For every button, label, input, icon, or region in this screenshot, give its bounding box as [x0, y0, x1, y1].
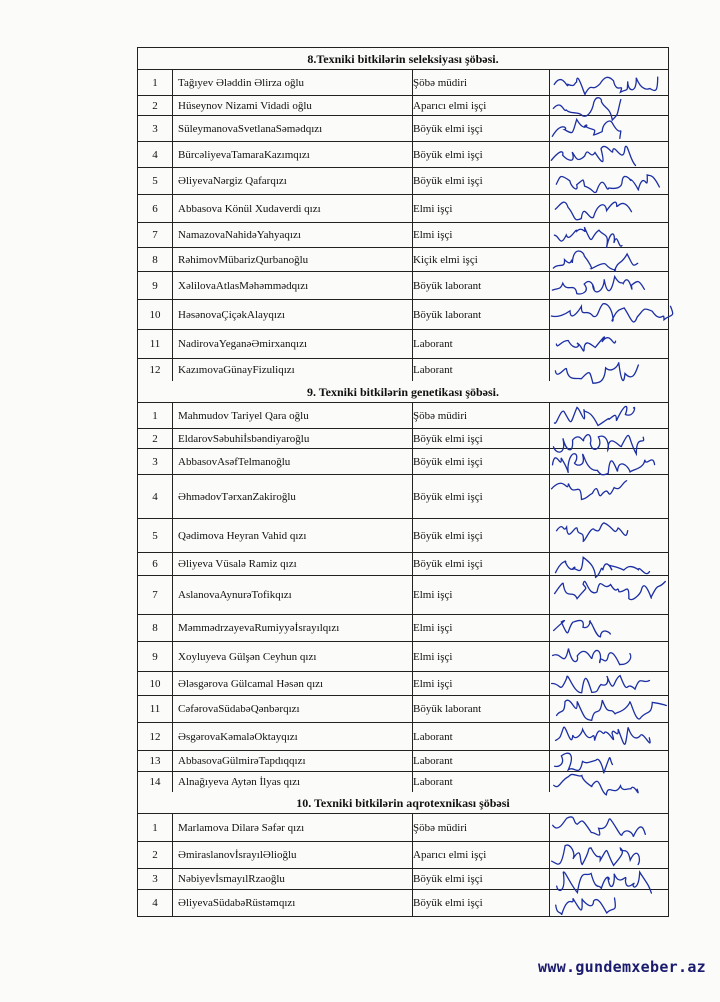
row-number: 12 [138, 359, 173, 381]
employee-name: ƏsgərovaKəmaləOktayqızı [173, 723, 413, 750]
row-number: 4 [138, 890, 173, 916]
row-number: 6 [138, 195, 173, 222]
employee-name: KazımovaGünayFizuliqızı [173, 359, 413, 381]
employee-position: Kiçik elmi işçi [408, 248, 550, 271]
employee-name: NəbiyevİsmayılRzaoğlu [173, 869, 413, 889]
employee-position: Böyük laborant [408, 300, 550, 329]
employee-position: Böyük elmi işçi [408, 142, 550, 167]
employee-name: MəmmədrzayevaRumiyyəİsrayılqızı [173, 615, 413, 641]
row-number: 2 [138, 842, 173, 868]
website-watermark: www.gundemxeber.az [538, 958, 706, 976]
employee-name: ƏliyevaSüdabəRüstəmqızı [173, 890, 413, 916]
row-number: 5 [138, 168, 173, 194]
employee-name: Alnağıyeva Aytən İlyas qızı [173, 772, 413, 792]
row-number: 2 [138, 429, 173, 448]
table-row [138, 772, 668, 792]
row-number: 4 [138, 142, 173, 167]
signature [545, 772, 668, 792]
employee-position: Böyük laborant [408, 272, 550, 299]
table-row [138, 359, 668, 381]
signature [545, 359, 668, 381]
employee-name: Xoyluyeva Gülşən Ceyhun qızı [173, 642, 413, 671]
employee-position: Böyük elmi işçi [408, 553, 550, 575]
row-number: 1 [138, 403, 173, 428]
employee-name: SüleymanovaSvetlanaSəmədqızı [173, 116, 413, 141]
employee-name: AbbasovAsəfTelmanoğlu [173, 449, 413, 474]
table-row [138, 890, 668, 916]
employee-name: ƏliyevaNərgiz Qafarqızı [173, 168, 413, 194]
row-number: 1 [138, 814, 173, 841]
employee-name: ƏhmədovTərxanZakiroğlu [173, 475, 413, 518]
employee-position: Aparıcı elmi işçi [408, 96, 550, 115]
signature-scribble [547, 765, 647, 805]
employee-position: Elmi işçi [408, 672, 550, 695]
employee-name: Mahmudov Tariyel Qara oğlu [173, 403, 413, 428]
row-number: 11 [138, 330, 173, 358]
row-number: 7 [138, 223, 173, 247]
employee-name: AslanovaAynurəTofikqızı [173, 576, 413, 614]
employee-name: Marlamova Dilarə Səfər qızı [173, 814, 413, 841]
row-number: 12 [138, 723, 173, 750]
signature-scribble [547, 352, 647, 392]
employee-position: Laborant [408, 723, 550, 750]
signature-scribble [547, 883, 647, 923]
signature-scribble [547, 468, 647, 508]
employee-name: Əliyeva Vüsalə Ramiz qızı [173, 553, 413, 575]
row-number: 10 [138, 672, 173, 695]
signature [545, 890, 668, 916]
employee-name: CəfərovaSüdabəQənbərqızı [173, 696, 413, 722]
row-number: 10 [138, 300, 173, 329]
employee-name: XəlilovaAtlasMəhəmmədqızı [173, 272, 413, 299]
employee-position: Elmi işçi [408, 615, 550, 641]
row-number: 8 [138, 248, 173, 271]
row-number: 3 [138, 869, 173, 889]
row-number: 14 [138, 772, 173, 792]
row-number: 5 [138, 519, 173, 552]
employee-position: Böyük elmi işçi [408, 429, 550, 448]
row-number: 3 [138, 449, 173, 474]
employee-name: Tağıyev Ələddin Əlirza oğlu [173, 70, 413, 95]
employee-position: Böyük elmi işçi [408, 116, 550, 141]
employee-position: Laborant [408, 359, 550, 381]
employee-name: BürcəliyevaTamaraKazımqızı [173, 142, 413, 167]
employee-position: Böyük elmi işçi [408, 519, 550, 552]
row-number: 2 [138, 96, 173, 115]
employee-name: RəhimovMübarizQurbanoğlu [173, 248, 413, 271]
employee-name: Ələsgərova Gülcamal Həsən qızı [173, 672, 413, 695]
employee-name: ƏmiraslanovİsrayılƏlioğlu [173, 842, 413, 868]
employee-position: Laborant [408, 330, 550, 358]
employee-position: Elmi işçi [408, 223, 550, 247]
employee-position: Elmi işçi [408, 576, 550, 614]
row-number: 9 [138, 272, 173, 299]
employee-position: Aparıcı elmi işçi [408, 842, 550, 868]
employee-position: Böyük elmi işçi [408, 869, 550, 889]
row-number: 1 [138, 70, 173, 95]
employee-name: Hüseynov Nizami Vidadi oğlu [173, 96, 413, 115]
section-heading: 9. Texniki bitkilərin genetikası şöbəsi. [138, 381, 668, 403]
employee-position: Laborant [408, 772, 550, 792]
employee-position: Böyük elmi işçi [408, 168, 550, 194]
row-number: 13 [138, 751, 173, 771]
staff-table [137, 47, 669, 917]
section-heading: 8.Texniki bitkilərin seleksiyası şöbəsi. [138, 48, 668, 70]
employee-position: Şöbə müdiri [408, 814, 550, 841]
employee-name: NadirovaYeganəƏmirxanqızı [173, 330, 413, 358]
employee-name: Qədimova Heyran Vahid qızı [173, 519, 413, 552]
employee-position: Şöbə müdiri [408, 70, 550, 95]
row-number: 8 [138, 615, 173, 641]
employee-position: Elmi işçi [408, 642, 550, 671]
row-number: 3 [138, 116, 173, 141]
employee-position: Elmi işçi [408, 195, 550, 222]
signature-scribble [547, 569, 647, 609]
employee-position: Böyük laborant [408, 696, 550, 722]
employee-name: Abbasova Könül Xudaverdi qızı [173, 195, 413, 222]
row-number: 6 [138, 553, 173, 575]
row-number: 9 [138, 642, 173, 671]
row-number: 7 [138, 576, 173, 614]
employee-position: Böyük elmi işçi [408, 475, 550, 518]
employee-position: Şöbə müdiri [408, 403, 550, 428]
row-number: 4 [138, 475, 173, 518]
employee-position: Böyük elmi işçi [408, 449, 550, 474]
employee-name: EldarovSəbuhiİsbəndiyaroğlu [173, 429, 413, 448]
employee-name: HəsənovaÇiçəkAlayqızı [173, 300, 413, 329]
section-heading: 10. Texniki bitkilərin aqrotexnikası şöbəsi [138, 792, 668, 814]
employee-name: NamazovaNahidəYahyaqızı [173, 223, 413, 247]
row-number: 11 [138, 696, 173, 722]
employee-position: Böyük elmi işçi [408, 890, 550, 916]
employee-position: Laborant [408, 751, 550, 771]
employee-name: AbbasovaGülmirəTapdıqqızı [173, 751, 413, 771]
